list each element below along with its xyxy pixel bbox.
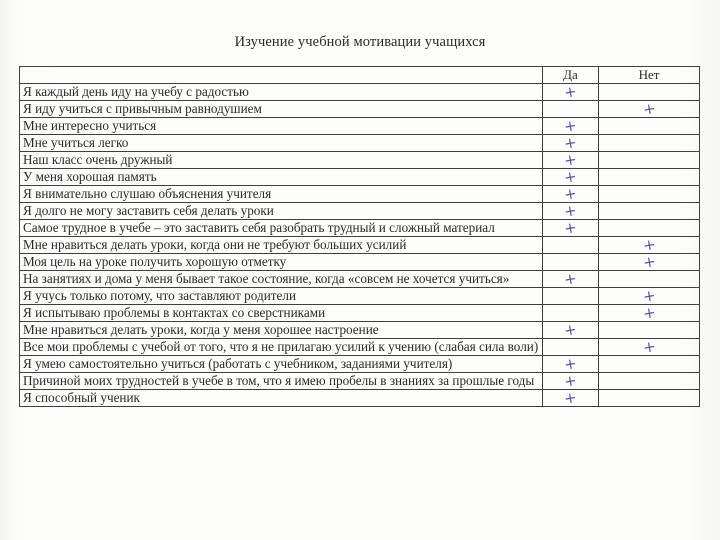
question-cell: Самое трудное в учебе – это заставить себя разобрать трудный и сложный материал [20,220,543,237]
no-answer-cell [599,186,700,203]
yes-answer-cell [543,81,599,102]
question-cell: Мне интересно учиться [20,118,543,135]
no-answer-cell [599,152,700,169]
handwritten-plus-mark: + [641,234,657,255]
table-row [20,135,700,152]
no-answer-cell [599,84,700,101]
table-header-row [20,67,700,84]
table-row [20,271,700,288]
no-answer-cell [599,271,700,288]
handwritten-plus-mark: + [641,336,657,357]
no-answer-cell [599,302,700,323]
table-row [20,186,700,203]
yes-answer-cell [543,353,599,374]
handwritten-plus-mark: + [562,319,579,340]
table-row [20,152,700,169]
question-cell: Мне нравиться делать уроки, когда они не требуют больших усилий [20,237,543,254]
yes-answer-cell [543,132,599,153]
no-answer-cell [599,98,700,119]
handwritten-plus-mark: + [562,132,579,153]
yes-answer-cell [543,183,599,204]
no-answer-cell [599,220,700,237]
table-row [20,203,700,220]
motivation-survey-table [19,66,700,407]
handwritten-plus-mark: + [641,302,657,323]
handwritten-plus-mark: + [562,387,579,408]
question-cell: Я умею самостоятельно учиться (работать с учебником, заданиями учителя) [20,356,543,373]
no-answer-cell [599,135,700,152]
no-answer-cell [599,322,700,339]
table-row [20,305,700,322]
table-row [20,220,700,237]
yes-column-header: Да [543,67,599,84]
question-cell: Причиной моих трудностей в учебе в том, что я имею пробелы в знаниях за прошлые годы [20,373,543,390]
table-row [20,373,700,390]
no-answer-cell [599,285,700,306]
no-answer-cell [599,234,700,255]
handwritten-plus-mark: + [562,268,579,289]
handwritten-plus-mark: + [562,200,579,221]
question-cell: Все мои проблемы с учебой от того, что я не прилагаю усилий к учению (слабая сила воли) [20,339,543,356]
yes-answer-cell [543,319,599,340]
no-answer-cell [599,169,700,186]
handwritten-plus-mark: + [562,115,579,136]
document-title: Изучение учебной мотивации учащихся [234,34,486,50]
table-row [20,118,700,135]
table-row [20,169,700,186]
handwritten-plus-mark: + [562,217,579,238]
table-row [20,390,700,407]
table-row [20,339,700,356]
question-cell: Я каждый день иду на учебу с радостью [20,84,543,101]
question-cell: Я внимательно слушаю объяснения учителя [20,186,543,203]
yes-answer-cell [543,101,599,118]
yes-answer-cell [543,254,599,271]
yes-answer-cell [543,387,599,408]
handwritten-plus-mark: + [641,98,657,119]
question-cell: Моя цель на уроке получить хорошую отметку [20,254,543,271]
handwritten-plus-mark: + [641,251,657,272]
yes-answer-cell [543,268,599,289]
handwritten-plus-mark: + [562,353,579,374]
table-row [20,356,700,373]
yes-answer-cell [543,217,599,238]
question-cell: Я иду учиться с привычным равнодушием [20,101,543,118]
question-cell: Я учусь только потому, что заставляют родители [20,288,543,305]
table-row [20,237,700,254]
no-answer-cell [599,373,700,390]
handwritten-plus-mark: + [562,81,579,102]
question-cell: Я испытываю проблемы в контактах со сверстниками [20,305,543,322]
question-cell: Я способный ученик [20,390,543,407]
no-answer-cell [599,251,700,272]
yes-answer-cell [543,200,599,221]
question-cell: У меня хорошая память [20,169,543,186]
question-cell: Мне нравиться делать уроки, когда у меня хорошее настроение [20,322,543,339]
handwritten-plus-mark: + [562,166,579,187]
question-cell: Наш класс очень дружный [20,152,543,169]
question-cell: Я долго не могу заставить себя делать уроки [20,203,543,220]
yes-answer-cell [543,305,599,322]
no-answer-cell [599,118,700,135]
table-row [20,101,700,118]
yes-answer-cell [543,115,599,136]
yes-answer-cell [543,237,599,254]
yes-answer-cell [543,288,599,305]
survey-rows [20,81,700,408]
question-column-header [20,67,543,84]
no-answer-cell [599,390,700,407]
no-answer-cell [599,203,700,220]
question-cell: Мне учиться легко [20,135,543,152]
yes-answer-cell [543,149,599,170]
handwritten-plus-mark: + [562,370,579,391]
yes-answer-cell [543,339,599,356]
no-answer-cell [599,356,700,373]
table-row [20,322,700,339]
handwritten-plus-mark: + [641,285,657,306]
yes-answer-cell [543,370,599,391]
question-cell: На занятиях и дома у меня бывает такое состояние, когда «совсем не хочется учиться» [20,271,543,288]
handwritten-plus-mark: + [562,149,579,170]
no-answer-cell [599,336,700,357]
no-column-header: Нет [599,67,700,84]
table-row [20,288,700,305]
handwritten-plus-mark: + [562,183,579,204]
table-row [20,254,700,271]
yes-answer-cell [543,166,599,187]
table-row [20,84,700,101]
